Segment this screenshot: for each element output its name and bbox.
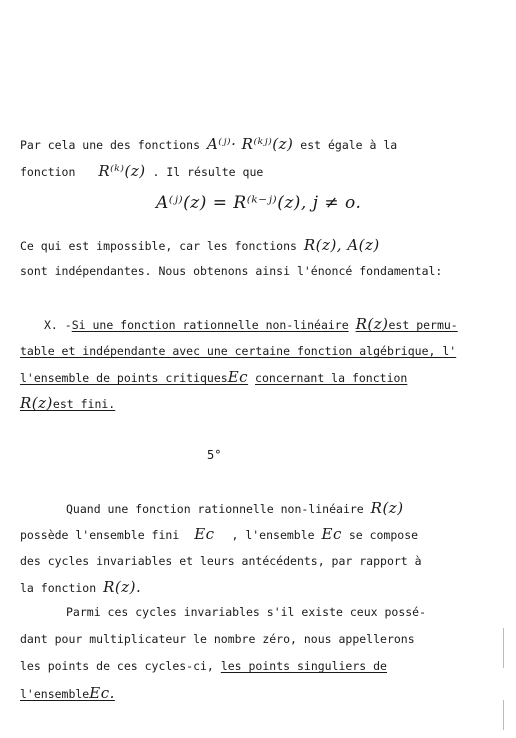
handwritten-formula: R(z)	[20, 394, 53, 412]
text-line: des cycles invariables et leurs antécédents, par rapport à	[20, 554, 422, 568]
text-line	[20, 527, 418, 542]
scan-mark	[503, 700, 504, 730]
handwritten-formula: A⁽ʲ⁾· R⁽ᵏʲ⁾(z)	[206, 135, 294, 153]
text-line	[20, 164, 263, 179]
theorem-text: est fini.	[52, 397, 116, 411]
section-number: 5°	[207, 448, 222, 462]
text: la fonction	[20, 581, 97, 595]
text: est égale à la	[300, 138, 398, 152]
text: possède l'ensemble fini	[20, 528, 180, 542]
underlined-text: l'ensemble	[20, 687, 90, 701]
text: Quand une fonction rationnelle non-linéaire	[66, 502, 364, 516]
theorem-line	[44, 317, 458, 332]
text-line	[20, 137, 397, 152]
handwritten-equation: A⁽ʲ⁾(z) = R⁽ᵏ⁻ʲ⁾(z), j ≠ o.	[156, 193, 362, 213]
text-line	[20, 686, 115, 701]
text-line	[20, 238, 380, 253]
underlined-text: les points singuliers de	[220, 659, 387, 673]
handwritten-formula: R(z).	[103, 578, 142, 596]
theorem-line: table et indépendante avec une certaine fonction algébrique, l'	[20, 344, 457, 358]
text: fonction	[20, 165, 76, 179]
handwritten-formula: Ec	[321, 525, 342, 543]
text-line: sont indépendantes. Nous obtenons ainsi l'énoncé fondamental:	[20, 264, 443, 278]
text: , l'ensemble	[231, 528, 315, 542]
text-line	[20, 659, 387, 673]
handwritten-formula: R(z), A(z)	[303, 236, 380, 254]
text: se compose	[348, 528, 419, 542]
theorem-text: est permu-	[388, 318, 458, 332]
text: . Il résulte que	[152, 165, 264, 179]
handwritten-formula: R⁽ᵏ⁾(z)	[98, 162, 146, 180]
theorem-line	[20, 396, 115, 411]
theorem-label: X. -	[44, 318, 72, 332]
text: Ce qui est impossible, car les fonctions	[20, 239, 297, 253]
text-line	[66, 501, 404, 516]
scan-mark	[503, 628, 504, 668]
handwritten-formula: Ec.	[89, 684, 115, 702]
theorem-line	[20, 370, 407, 385]
theorem-text: l'ensemble de points critiques	[20, 371, 228, 385]
handwritten-formula: R(z)	[355, 315, 389, 333]
text: les points de ces cycles-ci,	[20, 659, 214, 673]
text-line: Parmi ces cycles invariables s'il existe ceux possé-	[66, 605, 427, 619]
handwritten-formula: R(z)	[370, 499, 404, 517]
theorem-text: concernant la fonction	[255, 371, 408, 385]
handwritten-formula: Ec	[194, 525, 215, 543]
text: Par cela une des fonctions	[20, 138, 201, 152]
handwritten-formula: Ec	[227, 368, 249, 386]
text-line: dant pour multiplicateur le nombre zéro, nous appellerons	[20, 632, 415, 646]
theorem-text: Si une fonction rationnelle non-linéaire	[71, 318, 349, 332]
text-line	[20, 580, 141, 595]
